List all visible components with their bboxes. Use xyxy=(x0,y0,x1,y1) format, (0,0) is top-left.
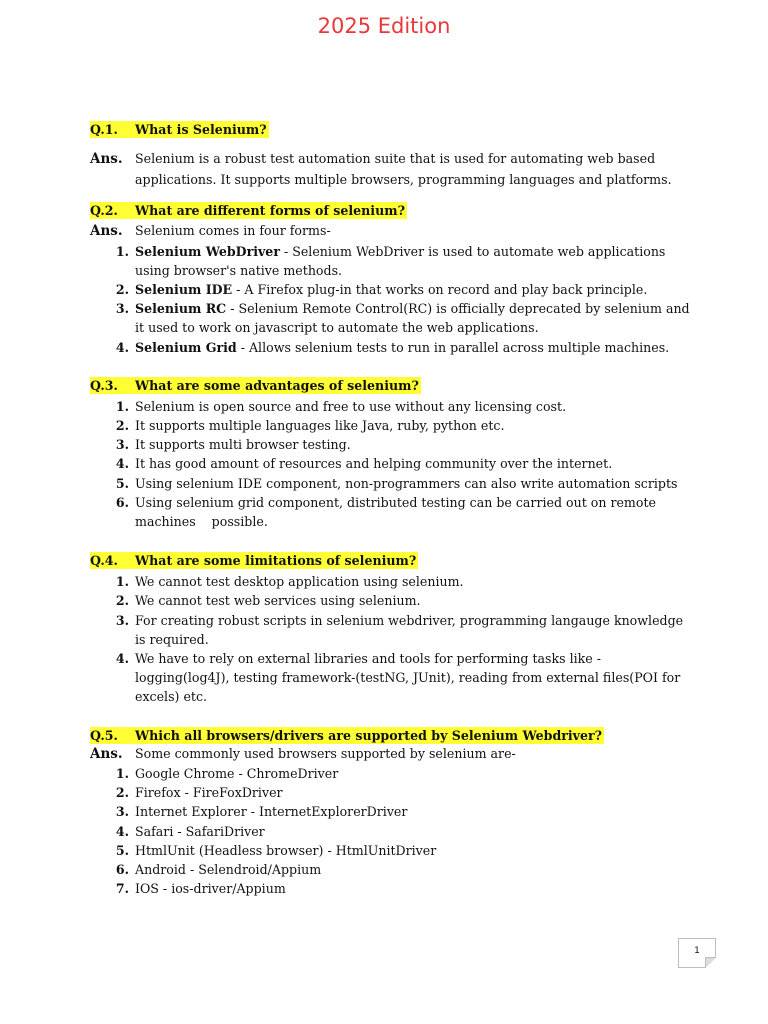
question-4-text: What are some limitations of selenium? xyxy=(135,553,417,569)
question-1 xyxy=(90,121,690,138)
answer-2 xyxy=(90,221,690,242)
list-item: 3. Selenium RC - Selenium Remote Control(RC) is officially deprecated by selenium and it used to work on javascript to automate the web applications. xyxy=(115,301,690,336)
forms-list xyxy=(90,242,690,357)
list-item: 3. It supports multi browser testing. xyxy=(115,437,351,453)
question-2 xyxy=(90,202,690,219)
question-3 xyxy=(90,377,690,394)
qa-content xyxy=(90,121,690,898)
edition-title: 2025 Edition xyxy=(317,14,451,38)
question-5 xyxy=(90,727,690,744)
question-3-text: What are some advantages of selenium? xyxy=(135,377,419,393)
list-item: 6. Android - Selendroid/Appium xyxy=(115,862,322,878)
list-item: 2. It supports multiple languages like Java, ruby, python etc. xyxy=(115,417,505,433)
question-1-number: Q.1. xyxy=(90,122,118,137)
answer-5-text: Some commonly used browsers supported by selenium are- xyxy=(135,745,516,761)
list-item: 3. For creating robust scripts in selenium webdriver, programming langauge knowledge is required. xyxy=(115,612,684,647)
limitations-list xyxy=(90,572,690,706)
question-2-text: What are different forms of selenium? xyxy=(135,203,405,218)
list-item: 4. We have to rely on external libraries and tools for performing tasks like - logging(log4J), testing framework-(testNG, JUnit), reading from external files(POI for excels) etc. xyxy=(115,650,681,705)
list-item: 3. Internet Explorer - InternetExplorerDriver xyxy=(115,804,408,820)
browsers-list xyxy=(90,764,690,898)
list-item: 6. Using selenium grid component, distributed testing can be carried out on remote machines possible. xyxy=(115,494,660,529)
question-3-number: Q.3. xyxy=(90,377,118,393)
answer-1 xyxy=(90,149,690,190)
list-item: 1. Google Chrome - ChromeDriver xyxy=(115,766,339,782)
list-item: 2. We cannot test web services using selenium. xyxy=(115,593,421,609)
list-item: 4. Selenium Grid - Allows selenium tests to run in parallel across multiple machines. xyxy=(115,339,670,355)
list-item: 5. Using selenium IDE component, non-programmers can also write automation scripts xyxy=(115,475,678,491)
answer-2-label: Ans. xyxy=(90,223,123,239)
answer-1-label: Ans. xyxy=(90,151,123,167)
list-item: 2. Firefox - FireFoxDriver xyxy=(115,785,283,801)
question-4 xyxy=(90,552,690,569)
question-4-number: Q.4. xyxy=(90,553,118,569)
list-item: 7. IOS - ios-driver/Appium xyxy=(115,881,286,897)
list-item: 4. Safari - SafariDriver xyxy=(115,823,265,839)
list-item: 2. Selenium IDE - A Firefox plug-in that works on record and play back principle. xyxy=(115,281,648,297)
question-5-number: Q.5. xyxy=(90,727,118,743)
list-item: 1. We cannot test desktop application using selenium. xyxy=(115,574,464,590)
page-number: 1 xyxy=(678,938,716,968)
question-2-number: Q.2. xyxy=(90,203,118,218)
question-1-text: What is Selenium? xyxy=(135,122,267,137)
list-item: 5. HtmlUnit (Headless browser) - HtmlUnitDriver xyxy=(115,842,437,858)
question-5-text: Which all browsers/drivers are supported by Selenium Webdriver? xyxy=(135,727,603,743)
answer-1-text: Selenium is a robust test automation suite that is used for automating web based applications. It supports multiple browsers, programming languages and platforms. xyxy=(135,151,672,187)
answer-5 xyxy=(90,744,690,765)
list-item: 4. It has good amount of resources and helping community over the internet. xyxy=(115,456,613,472)
advantages-list xyxy=(90,397,690,531)
list-item: 1. Selenium is open source and free to use without any licensing cost. xyxy=(115,398,567,414)
answer-5-label: Ans. xyxy=(90,745,123,762)
answer-2-text: Selenium comes in four forms- xyxy=(135,223,331,238)
list-item: 1. Selenium WebDriver - Selenium WebDriver is used to automate web applications using browser's native methods. xyxy=(115,243,666,278)
